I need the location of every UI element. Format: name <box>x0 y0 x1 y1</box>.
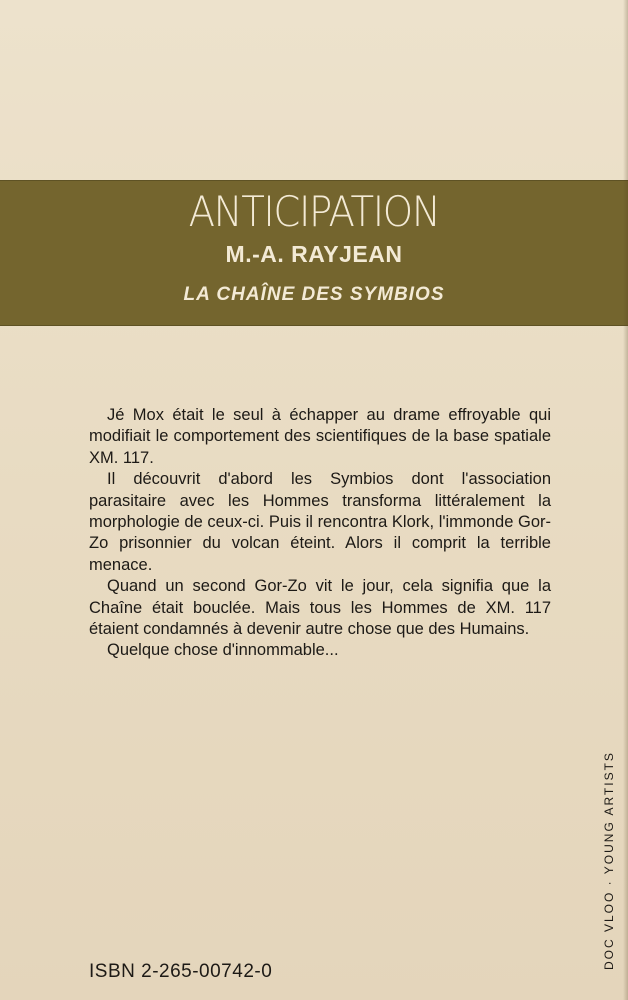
blurb-paragraph: Il découvrit d'abord les Symbios dont l'association parasitaire avec les Hommes transforma littéralement la morphologie de ceux-ci. Puis il rencontra Klork, l'immonde Gor-Zo prisonnier du volcan éteint. Alors il comprit la terrible menace. <box>89 470 551 574</box>
title-band <box>0 180 628 326</box>
series-name: ANTICIPATION <box>188 187 440 236</box>
author-name: M.-A. RAYJEAN <box>225 241 403 267</box>
isbn-number: ISBN 2-265-00742-0 <box>89 961 273 982</box>
blurb-paragraph: Quand un second Gor-Zo vit le jour, cela signifia que la Chaîne était bouclée. Mais tous les Hommes de XM. 117 étaient condamnés à devenir autre chose que des Humains. <box>89 577 551 639</box>
blurb-paragraph: Jé Mox était le seul à échapper au drame effroyable qui modifiait le comportement des scientifiques de la base spatiale XM. 117. <box>89 406 551 467</box>
page-edge-shadow <box>623 0 628 1000</box>
illustration-credit: DOC VLOO · YOUNG ARTISTS <box>602 751 616 970</box>
blurb-text <box>89 405 551 662</box>
book-title: LA CHAÎNE DES SYMBIOS <box>183 284 445 305</box>
blurb-paragraph: Quelque chose d'innommable... <box>107 641 339 660</box>
